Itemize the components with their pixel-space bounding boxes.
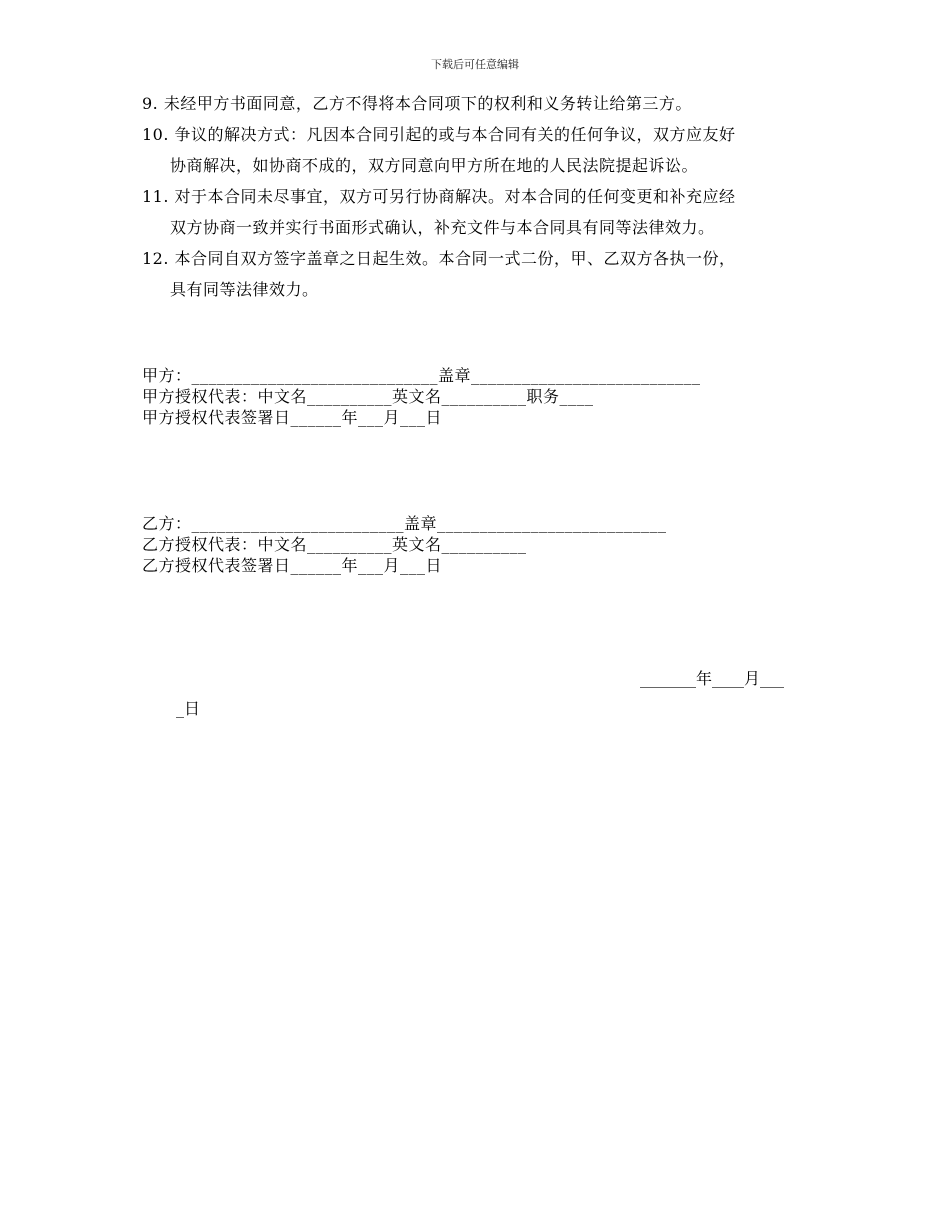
page-header: 下载后可任意编辑: [431, 58, 519, 71]
clause-12-line-2: 具有同等法律效力。: [170, 280, 319, 299]
clause-10: [142, 119, 817, 181]
clause-11: [142, 181, 817, 243]
party-b-representative-line: 乙方授权代表：中文名__________英文名__________: [142, 535, 527, 554]
clause-10-line-2: 协商解决，如协商不成的，双方同意向甲方所在地的人民法院提起诉讼。: [170, 156, 699, 175]
clause-11-line-2: 双方协商一致并实行书面形式确认，补充文件与本合同具有同等法律效力。: [170, 218, 715, 237]
clause-9: [142, 88, 817, 119]
clause-10-line-1: 10. 争议的解决方式：凡因本合同引起的或与本合同有关的任何争议，双方应友好: [142, 125, 736, 144]
party-b-block: [142, 513, 667, 576]
clause-9-line-1: 9. 未经甲方书面同意，乙方不得将本合同项下的权利和义务转让给第三方。: [142, 94, 692, 113]
party-b-seal-line: 乙方：_________________________盖章___________________________: [142, 514, 667, 533]
clause-12: [142, 243, 817, 305]
party-a-representative-line: 甲方授权代表：中文名__________英文名__________职务____: [142, 387, 594, 406]
clause-11-line-1: 11. 对于本合同未尽事宜，双方可另行协商解决。对本合同的任何变更和补充应经: [142, 187, 736, 206]
footer-date-day: _日: [176, 699, 201, 718]
clause-12-line-1: 12. 本合同自双方签字盖章之日起生效。本合同一式二份，甲、乙双方各执一份，: [142, 249, 736, 268]
party-b-sign-date-line: 乙方授权代表签署日______年___月___日: [142, 556, 443, 575]
party-a-sign-date-line: 甲方授权代表签署日______年___月___日: [142, 408, 443, 427]
party-a-seal-line: 甲方：_____________________________盖章___________________________: [142, 366, 701, 385]
footer-date-line: _______年____月___: [640, 669, 785, 688]
party-a-block: [142, 365, 701, 428]
